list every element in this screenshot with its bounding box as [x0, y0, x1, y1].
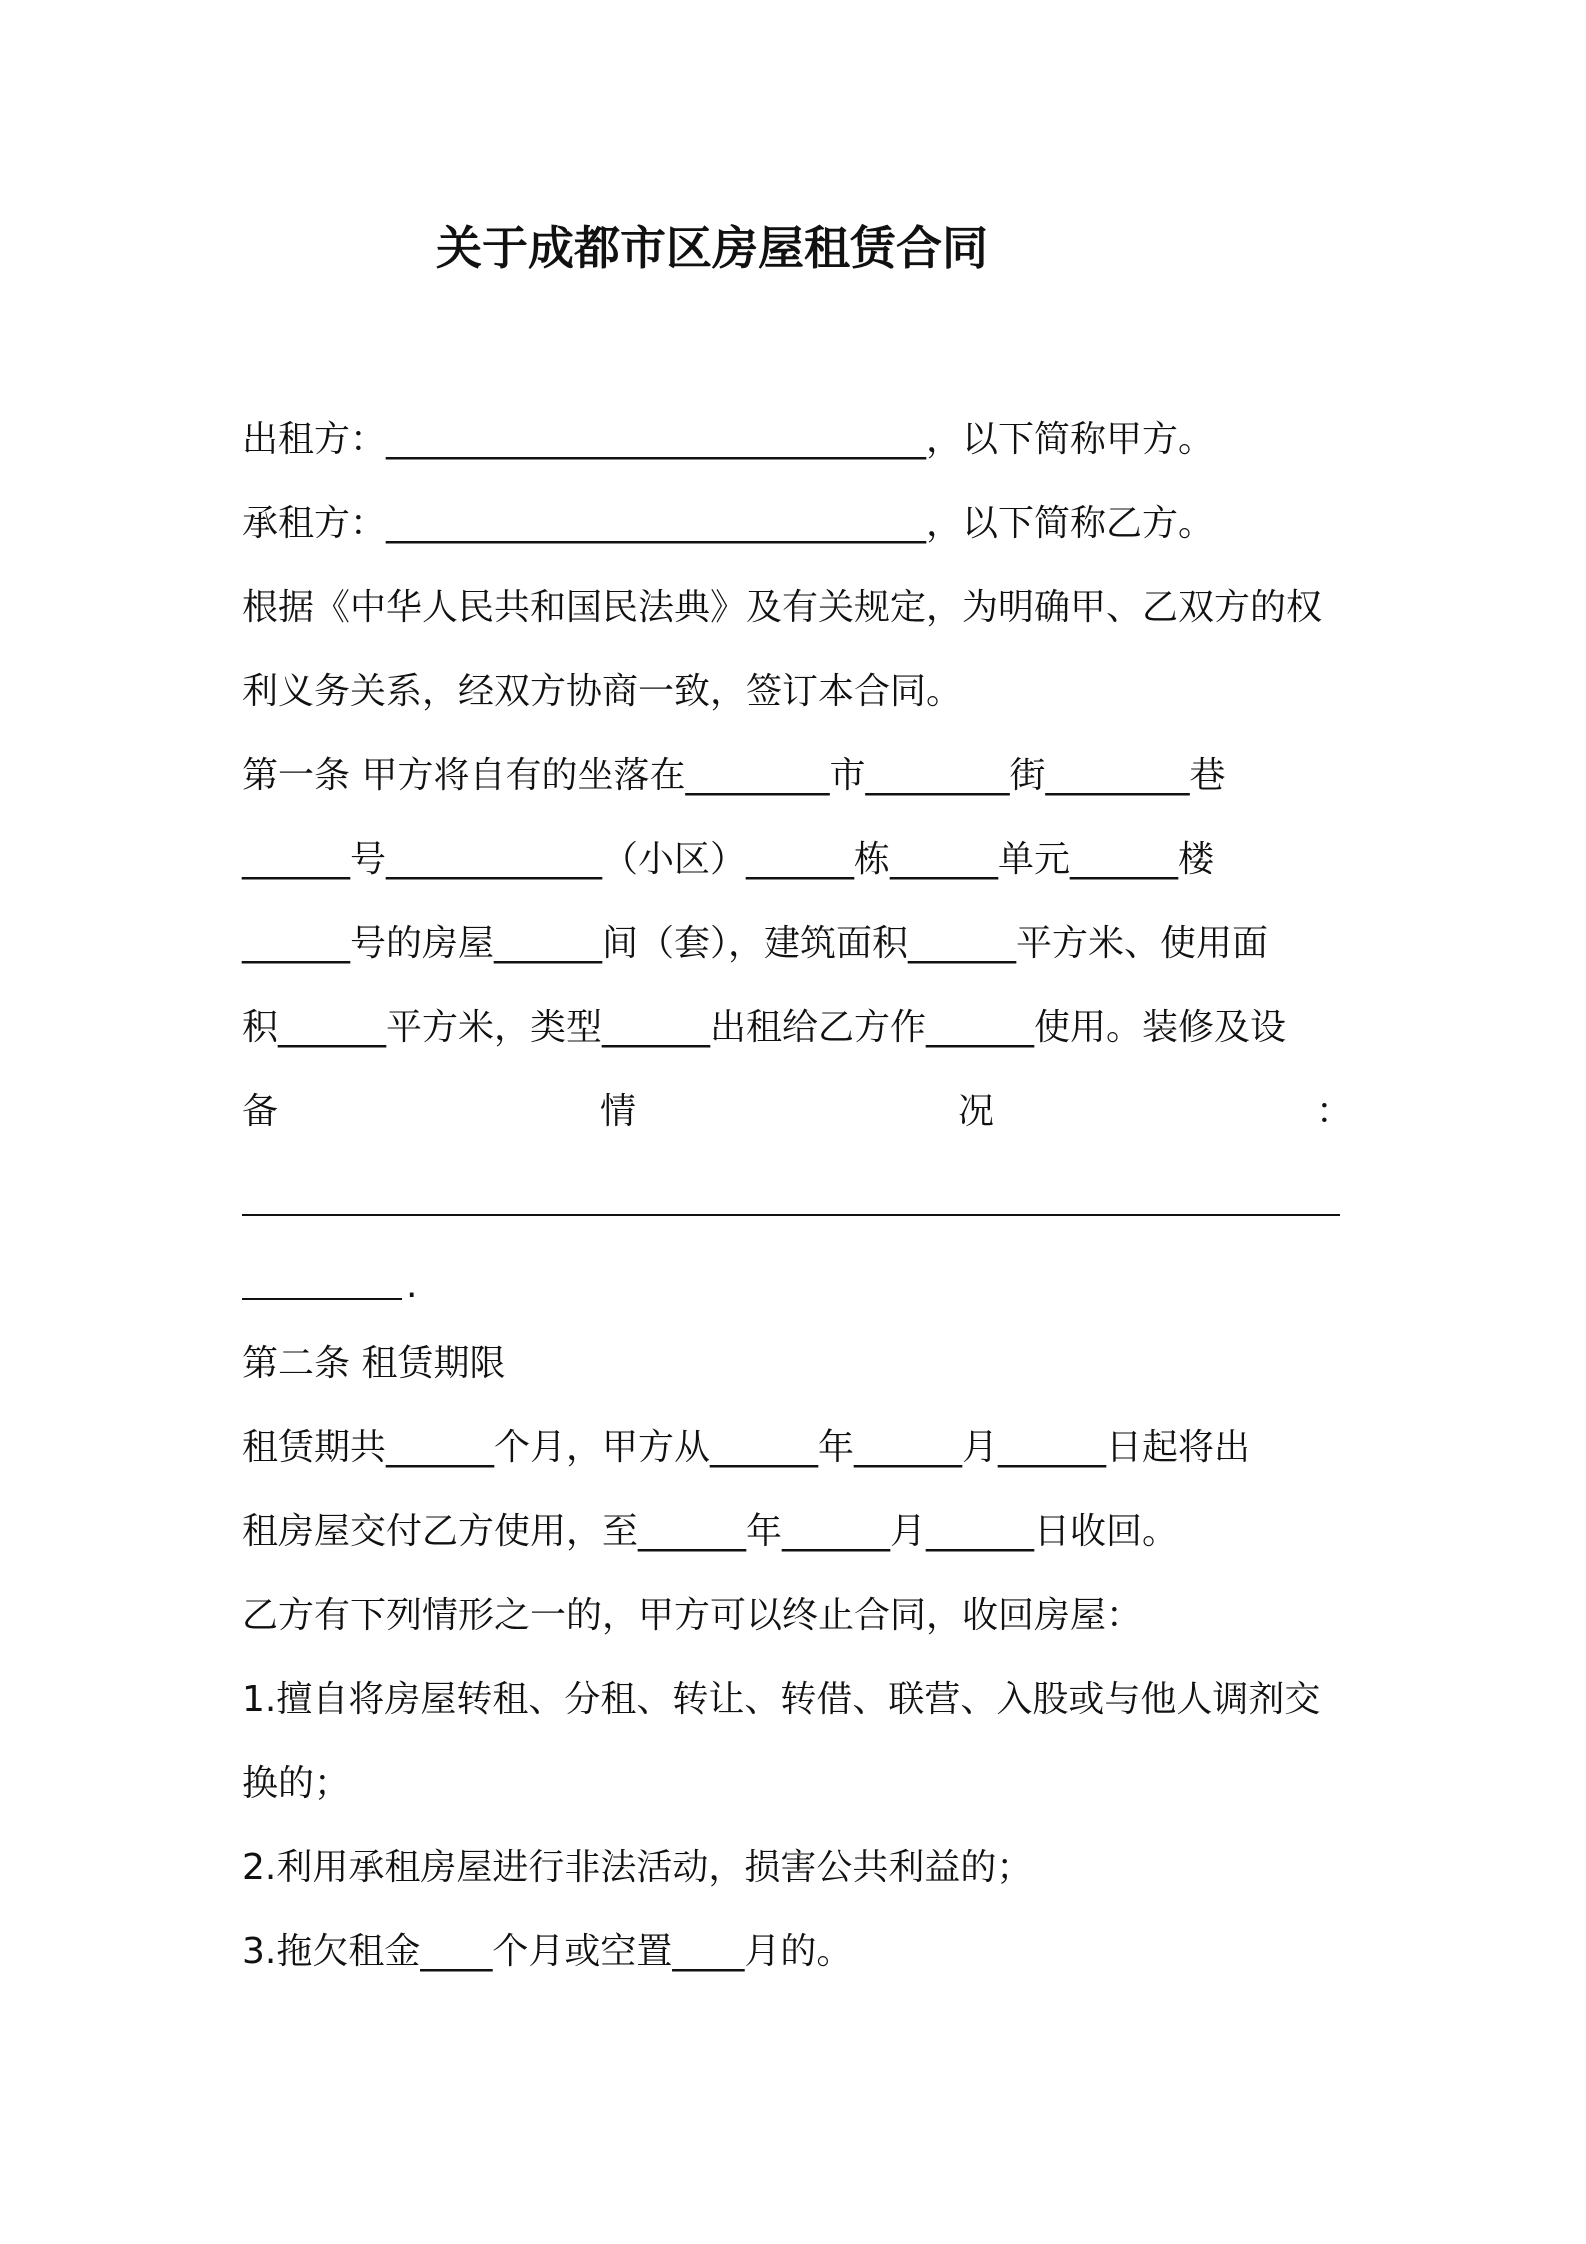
article-2-line-1: 租赁期共______个月，甲方从______年______月______日起将出: [242, 1427, 1251, 1468]
equipment-char-2: 情: [599, 1091, 636, 1132]
equipment-blank-line: [242, 1166, 1352, 1250]
equipment-char-3: 况: [957, 1091, 994, 1132]
page-title: 关于成都市区房屋租赁合同: [436, 221, 988, 275]
article-1-line-4: 积______平方米，类型______出租给乙方作______使用。装修及设: [242, 1007, 1287, 1048]
preamble-line-1: 根据《中华人民共和国民法典》及有关规定，为明确甲、乙双方的权: [242, 587, 1323, 628]
termination-item-1-line-2: 换的；: [242, 1763, 351, 1804]
blank-rule: [242, 1214, 1340, 1216]
equipment-char-4: ：: [1315, 1091, 1352, 1132]
equipment-label-line: [242, 1082, 1352, 1166]
equipment-blank-end: [242, 1250, 1352, 1334]
termination-item-3: 3.拖欠租金____个月或空置____月的。: [242, 1931, 853, 1972]
termination-item-2: 2.利用承租房屋进行非法活动，损害公共利益的；: [242, 1847, 1033, 1888]
article-2-heading: 第二条 租赁期限: [242, 1343, 506, 1384]
article-2-line-2: 租房屋交付乙方使用，至______年______月______日收回。: [242, 1511, 1179, 1552]
article-1-line-1: 第一条 甲方将自有的坐落在________市________街________巷: [242, 755, 1226, 796]
termination-item-1-line-1: 1.擅自将房屋转租、分租、转让、转借、联营、入股或与他人调剂交: [242, 1679, 1321, 1720]
contract-body: [242, 410, 1352, 2006]
blank-rule-short: [242, 1298, 402, 1300]
termination-intro: 乙方有下列情形之一的，甲方可以终止合同，收回房屋：: [242, 1595, 1143, 1636]
equipment-end-mark: .: [406, 1265, 418, 1306]
article-1-line-3: ______号的房屋______间（套），建筑面积______平方米、使用面: [242, 923, 1269, 964]
lessee-line: 承租方：______________________________，以下简称乙方。: [242, 503, 1215, 544]
article-1-line-2: ______号____________（小区）______栋______单元______楼: [242, 839, 1215, 880]
preamble-line-2: 利义务关系，经双方协商一致，签订本合同。: [242, 671, 963, 712]
equipment-char-1: 备: [242, 1091, 279, 1132]
lessor-line: 出租方：______________________________，以下简称甲方。: [242, 419, 1215, 460]
